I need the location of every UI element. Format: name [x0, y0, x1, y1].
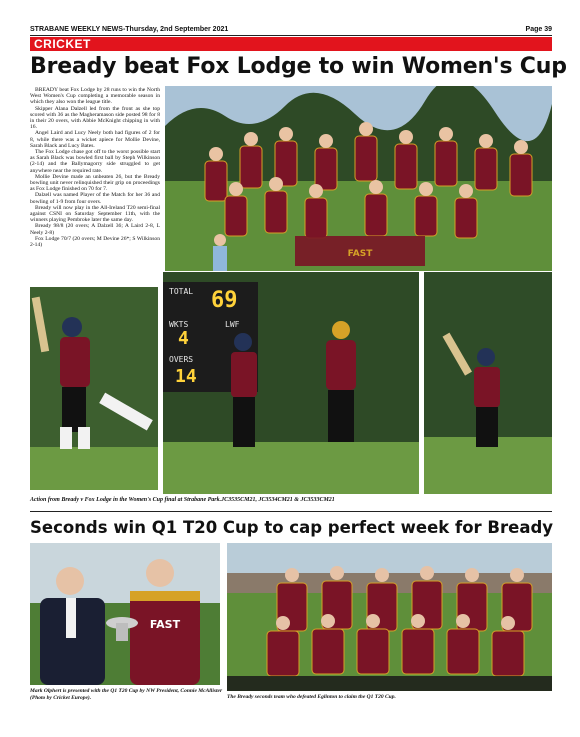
publication-line: STRABANE WEEKLY NEWS-Thursday, 2nd September 2021 — [30, 26, 229, 33]
article-body — [30, 87, 160, 269]
caption-seconds-team: The Bready seconds team who defeated Eglinton to claim the Q1 T20 Cup. — [227, 694, 396, 700]
article-divider — [30, 511, 552, 512]
action-photo-scoreboard — [163, 272, 419, 494]
paragraph: Bready 98/8 (20 overs; A Dalzell 36; A Laird 2-8, L Neely 2-8) — [30, 223, 160, 236]
paragraph: BREADY beat Fox Lodge by 28 runs to win the North West Women's Cup completing a memorable season in which they also won the league title. — [30, 87, 160, 106]
trophy-presentation-photo — [30, 543, 220, 685]
main-headline: Bready beat Fox Lodge to win Women's Cup — [30, 54, 567, 79]
paragraph: Mollie Devine made an unbeaten 26, but the Bready bowling unit never relinquished their grip on proceedings as Fox Lodge finished on 70 for 7. — [30, 173, 160, 193]
paragraph: The Fox Lodge chase got off to the worst possible start as Sarah Black was bowled first ball by Steph Wilkinson (2-14) and the Ballymagorry side struggled to get anywhere near the required rate. — [30, 149, 160, 174]
scoreboard-total-value: 69 — [211, 288, 238, 313]
paragraph: Skipper Alana Dalzell led from the front as she top scored with 36 as the Magheramason side posted 98 for 8 in their 20 overs, with Abbie McKnight chipping in with 16. — [30, 105, 160, 131]
section-label: CRICKET — [34, 37, 91, 51]
scoreboard-overs-value: 14 — [175, 366, 197, 387]
scoreboard-total-label: TOTAL — [169, 287, 194, 296]
paragraph: Bready will now play in the All-Ireland T20 semi-final against CSNI on Saturday September 11th, with the winners playing Pembroke later the same day. — [30, 204, 160, 224]
caption-presentation-text: Mark Olphert is presented with the Q1 T20 Cup by NW President, Connie McAllister (Photo by Cricket Europe). — [30, 688, 223, 701]
action-photo-batter-2 — [424, 272, 552, 494]
scoreboard-wkts-label: WKTS — [169, 320, 189, 329]
paragraph: Fox Lodge 70/7 (20 overs; M Devine 26*; S Wilkinson 2-14) — [30, 235, 160, 249]
page-number: Page 39 — [525, 26, 552, 33]
paragraph: Dalzell was named Player of the Match for her 36 and bowling of 1-9 from four overs. — [30, 192, 160, 205]
caption-action-photos: Action from Bready v Fox Lodge in the Women's Cup final at Strabane Park.JC3535CM21, JC3534CM21 & JC3533CM21 — [30, 497, 335, 503]
section-bar — [30, 37, 552, 51]
paragraph: Angel Laird and Lucy Neely both had figures of 2 for 8, while there was a wicket apiece for Mollie Devine, Sarah Black and Lucy Bates. — [30, 130, 160, 149]
scoreboard-wkts-value: 4 — [178, 328, 189, 349]
caption-presentation — [30, 688, 230, 701]
second-headline: Seconds win Q1 T20 Cup to cap perfect week for Bready — [30, 518, 554, 537]
banner-sponsor: FAST — [347, 249, 373, 259]
scoreboard-overs-label: OVERS — [169, 355, 194, 364]
seconds-team-photo — [227, 543, 552, 691]
scoreboard-lwf-label: LWF — [225, 320, 240, 329]
action-photo-batter — [30, 287, 158, 490]
team-celebration-photo — [165, 86, 552, 271]
shirt-sponsor: FAST — [149, 618, 181, 631]
masthead-rule — [30, 35, 552, 36]
